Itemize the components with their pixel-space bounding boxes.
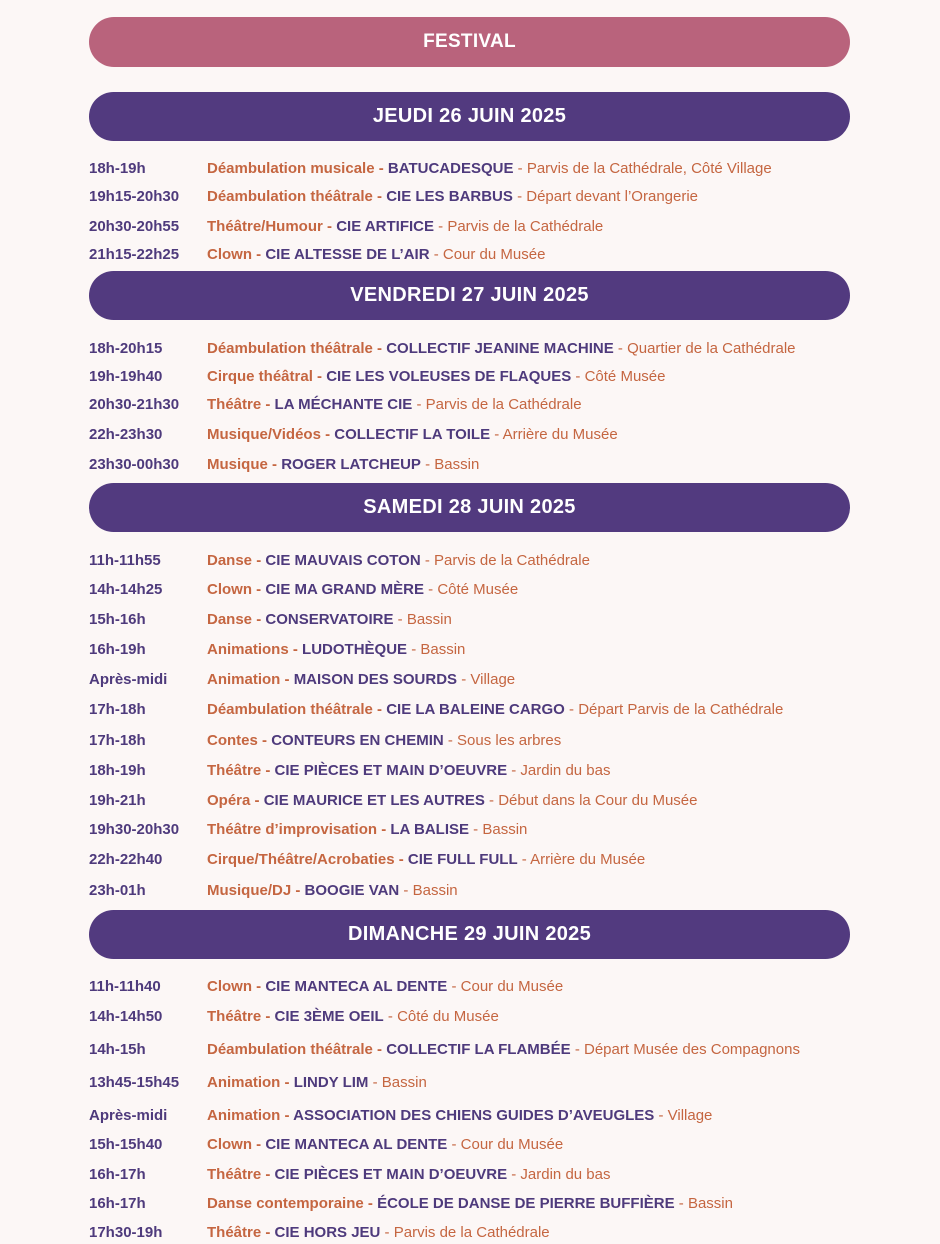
event-description [207,821,527,838]
event-location: Jardin du bas [520,761,611,779]
event-category: Animation [207,1106,281,1124]
separator: - [377,820,391,838]
event-location: Bassin [687,1194,733,1212]
event-time: 11h-11h40 [89,977,161,995]
separator: - [443,731,458,749]
event-category: Déambulation théâtrale [207,1040,373,1058]
event-company: CIE LA BALEINE CARGO [386,700,565,718]
event-row [89,453,479,475]
event-row [89,215,603,237]
event-location: Parvis de la Cathédrale, Côté Village [526,159,772,177]
event-description [207,732,561,749]
event-time: 19h-21h [89,791,146,809]
separator: - [372,339,387,357]
separator: - [261,1165,275,1183]
event-location: Bassin [434,455,480,473]
event-time: 17h-18h [89,731,146,749]
event-category: Danse contemporaine [207,1194,364,1212]
separator: - [280,670,294,688]
event-description [207,792,697,809]
separator: - [512,187,527,205]
event-row [89,549,590,571]
event-location: Départ Parvis de la Cathédrale [578,700,784,718]
separator: - [322,217,337,235]
event-time: 20h30-20h55 [89,217,180,235]
event-row [89,1192,733,1214]
event-description [207,368,665,385]
event-time: 19h15-20h30 [89,187,180,205]
event-location: Quartier de la Cathédrale [627,339,796,357]
event-time: 14h-15h [89,1040,146,1058]
event-row [89,243,545,265]
event-row [89,638,465,660]
event-company: CIE PIÈCES ET MAIN D’OEUVRE [274,1165,508,1183]
separator: - [457,670,471,688]
event-company: LA BALISE [390,820,470,838]
event-category: Déambulation théâtrale [207,700,373,718]
event-category: Animations [207,640,289,658]
event-category: Clown [207,977,252,995]
event-category: Clown [207,580,252,598]
event-time: 18h-19h [89,159,146,177]
separator: - [257,731,272,749]
separator: - [261,1223,275,1241]
day-title: JEUDI 26 JUIN 2025 [372,105,567,127]
event-row [89,1221,550,1243]
separator: - [399,881,413,899]
event-company: ÉCOLE DE DANSE DE PIERRE BUFFIÈRE [377,1194,675,1212]
event-description [207,1224,550,1241]
event-category: Déambulation théâtrale [207,187,373,205]
day-header [89,483,850,532]
separator: - [288,640,303,658]
separator: - [312,367,327,385]
event-time: 11h-11h55 [89,551,161,569]
event-time: 19h-19h40 [89,367,163,385]
separator: - [372,1040,387,1058]
event-time: 23h30-00h30 [89,455,180,473]
event-row [89,1005,499,1027]
event-row [89,729,561,751]
event-company: ASSOCIATION DES CHIENS GUIDES D’AVEUGLES [293,1106,655,1124]
separator: - [420,455,435,473]
separator: - [380,1223,394,1241]
event-category: Théâtre d’improvisation [207,820,378,838]
event-description [207,1166,610,1183]
event-location: Parvis de la Cathédrale [447,217,604,235]
day-title: SAMEDI 28 JUIN 2025 [363,496,576,518]
event-description [207,160,772,177]
event-company: CIE MA GRAND MÈRE [265,580,424,598]
event-category: Danse [207,610,253,628]
festival-banner [89,17,850,67]
event-description [207,1041,800,1058]
event-row [89,157,772,179]
separator: - [412,395,426,413]
separator: - [507,1165,521,1183]
event-row [89,975,563,997]
event-company: COLLECTIF LA FLAMBÉE [386,1040,571,1058]
event-time: 16h-19h [89,640,146,658]
separator: - [372,700,387,718]
event-time: 18h-20h15 [89,339,163,357]
separator: - [261,761,275,779]
event-description [207,1008,499,1025]
day-header [89,92,850,141]
event-time: 14h-14h50 [89,1007,163,1025]
event-company: CIE LES BARBUS [386,187,513,205]
event-description [207,701,783,718]
event-description [207,671,515,688]
event-description [207,1136,563,1153]
event-row [89,1071,427,1093]
event-time: 14h-14h25 [89,580,163,598]
event-location: Début dans la Cour du Musée [498,791,698,809]
event-company: CONTEURS EN CHEMIN [271,731,444,749]
event-row [89,668,515,690]
event-row [89,698,783,720]
event-category: Déambulation musicale [207,159,375,177]
event-location: Bassin [406,610,452,628]
event-row [89,759,610,781]
separator: - [420,551,435,569]
event-location: Bassin [420,640,466,658]
event-description [207,1074,427,1091]
event-row [89,879,458,901]
event-description [207,978,563,995]
separator: - [252,580,266,598]
event-description [207,882,458,899]
event-row [89,818,527,840]
event-time: 17h30-19h [89,1223,163,1241]
separator: - [280,1073,294,1091]
separator: - [372,187,387,205]
event-category: Théâtre/Humour [207,217,323,235]
event-row [89,1038,800,1060]
event-category: Contes [207,731,258,749]
event-row [89,848,645,870]
event-category: Musique/DJ [207,881,292,899]
event-category: Musique [207,455,268,473]
event-time: 18h-19h [89,761,146,779]
event-company: CIE LES VOLEUSES DE FLAQUES [326,367,572,385]
separator: - [280,1106,294,1124]
event-time: 23h-01h [89,881,146,899]
event-location: Bassin [412,881,458,899]
event-location: Bassin [482,820,528,838]
event-row [89,1133,563,1155]
event-category: Animation [207,1073,281,1091]
event-location: Village [667,1106,713,1124]
event-company: LINDY LIM [293,1073,369,1091]
event-description [207,188,698,205]
event-time: Après-midi [89,1106,168,1124]
event-location: Départ Musée des Compagnons [584,1040,800,1058]
event-category: Déambulation théâtrale [207,339,373,357]
event-company: COLLECTIF LA TOILE [334,425,491,443]
event-time: 20h30-21h30 [89,395,180,413]
separator: - [447,1135,461,1153]
event-company: CIE 3ÈME OEIL [274,1007,384,1025]
separator: - [423,580,438,598]
day-header [89,271,850,320]
event-row [89,789,697,811]
event-row [89,393,582,415]
event-company: LA MÉCHANTE CIE [274,395,413,413]
event-row [89,1163,610,1185]
event-time: 21h15-22h25 [89,245,180,263]
festival-title: FESTIVAL [423,31,516,52]
event-company: MAISON DES SOURDS [293,670,458,688]
event-description [207,396,582,413]
event-description [207,456,479,473]
event-company: CONSERVATOIRE [265,610,394,628]
separator: - [433,217,448,235]
event-row [89,337,796,359]
event-location: Arrière du Musée [530,850,646,868]
separator: - [513,159,527,177]
event-row [89,365,665,387]
separator: - [252,610,266,628]
event-location: Départ devant l’Orangerie [526,187,699,205]
separator: - [570,1040,584,1058]
event-location: Cour du Musée [460,1135,564,1153]
event-location: Sous les arbres [457,731,562,749]
day-title: DIMANCHE 29 JUIN 2025 [347,923,592,945]
event-description [207,340,796,357]
event-company: CIE MAURICE ET LES AUTRES [263,791,485,809]
separator: - [507,761,521,779]
event-category: Opéra [207,791,251,809]
separator: - [394,850,408,868]
event-description [207,552,590,569]
event-location: Côté Musée [584,367,666,385]
event-location: Côté Musée [437,580,519,598]
separator: - [374,159,388,177]
separator: - [368,1073,382,1091]
separator: - [252,551,266,569]
event-category: Musique/Vidéos [207,425,321,443]
event-company: CIE MANTECA AL DENTE [265,1135,448,1153]
separator: - [674,1194,688,1212]
event-description [207,246,545,263]
event-location: Jardin du bas [520,1165,611,1183]
separator: - [383,1007,398,1025]
event-time: 17h-18h [89,700,146,718]
separator: - [250,791,264,809]
separator: - [252,1135,266,1153]
event-location: Côté du Musée [397,1007,499,1025]
event-company: CIE MAUVAIS COTON [265,551,421,569]
event-company: CIE ARTIFICE [336,217,434,235]
separator: - [613,339,628,357]
event-category: Théâtre [207,761,262,779]
day-title: VENDREDI 27 JUIN 2025 [350,284,589,306]
event-category: Animation [207,670,281,688]
event-company: CIE HORS JEU [274,1223,381,1241]
event-time: 13h45-15h45 [89,1073,180,1091]
event-location: Parvis de la Cathédrale [425,395,582,413]
event-category: Cirque/Théâtre/Acrobaties [207,850,395,868]
event-time: 15h-15h40 [89,1135,163,1153]
event-company: CIE MANTECA AL DENTE [265,977,448,995]
event-description [207,762,610,779]
separator: - [429,245,443,263]
event-location: Village [470,670,516,688]
separator: - [363,1194,378,1212]
event-time: 22h-23h30 [89,425,163,443]
event-category: Cirque théâtral [207,367,313,385]
separator: - [654,1106,668,1124]
event-time: Après-midi [89,670,168,688]
separator: - [564,700,579,718]
event-location: Arrière du Musée [502,425,618,443]
event-description [207,581,518,598]
event-company: BOOGIE VAN [304,881,400,899]
event-description [207,426,618,443]
separator: - [252,977,266,995]
event-company: LUDOTHÈQUE [302,640,408,658]
separator: - [320,425,335,443]
separator: - [484,791,499,809]
separator: - [447,977,461,995]
separator: - [252,245,266,263]
event-row [89,608,452,630]
event-location: Bassin [381,1073,427,1091]
event-description [207,1107,712,1124]
event-category: Théâtre [207,1007,262,1025]
separator: - [517,850,531,868]
separator: - [267,455,282,473]
event-company: ROGER LATCHEUP [281,455,421,473]
event-company: CIE FULL FULL [407,850,518,868]
event-location: Parvis de la Cathédrale [393,1223,550,1241]
event-company: COLLECTIF JEANINE MACHINE [386,339,614,357]
event-company: CIE ALTESSE DE L’AIR [265,245,430,263]
separator: - [571,367,585,385]
separator: - [261,395,275,413]
event-location: Cour du Musée [442,245,546,263]
event-category: Théâtre [207,1165,262,1183]
event-description [207,641,465,658]
event-company: BATUCADESQUE [387,159,514,177]
event-row [89,185,698,207]
event-time: 22h-22h40 [89,850,163,868]
separator: - [490,425,503,443]
event-time: 19h30-20h30 [89,820,180,838]
event-category: Théâtre [207,395,262,413]
event-time: 16h-17h [89,1194,146,1212]
event-category: Clown [207,245,252,263]
separator: - [469,820,483,838]
event-location: Parvis de la Cathédrale [434,551,590,569]
event-row [89,578,518,600]
event-description [207,1195,733,1212]
day-header [89,910,850,959]
separator: - [261,1007,275,1025]
event-location: Cour du Musée [460,977,564,995]
event-category: Théâtre [207,1223,262,1241]
event-description [207,611,452,628]
separator: - [393,610,407,628]
separator: - [407,640,421,658]
event-description [207,218,603,235]
event-time: 16h-17h [89,1165,146,1183]
event-company: CIE PIÈCES ET MAIN D’OEUVRE [274,761,508,779]
event-time: 15h-16h [89,610,146,628]
event-row [89,423,618,445]
event-category: Danse [207,551,253,569]
separator: - [291,881,305,899]
event-category: Clown [207,1135,252,1153]
event-row [89,1104,712,1126]
event-description [207,851,645,868]
